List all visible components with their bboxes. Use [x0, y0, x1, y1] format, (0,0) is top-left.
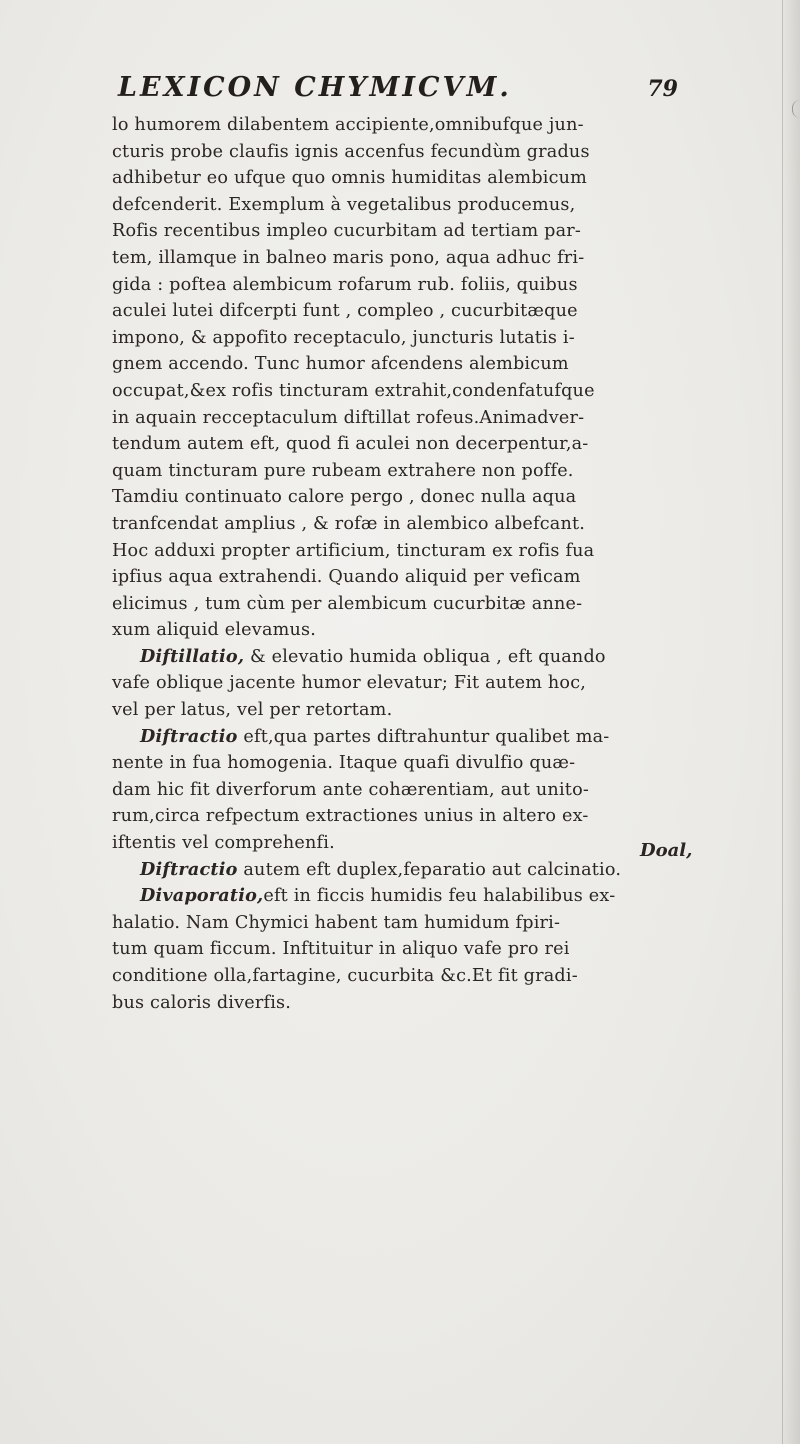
running-head-title: LEXICON CHYMICVM.: [118, 72, 512, 103]
text-line: vel per latus, vel per retortam.: [112, 700, 393, 721]
text-line: gnem accendo. Tunc humor afcendens alembicum: [112, 354, 569, 375]
text-line: tem, illamque in balneo maris pono, aqua adhuc fri-: [112, 247, 585, 268]
text-line: ipfius aqua extrahendi. Quando aliquid per veficam: [112, 567, 581, 588]
text-line: dam hic fit diverforum ante cohærentiam, aut unito-: [112, 779, 590, 800]
page-number: 79: [647, 76, 678, 102]
running-head: [118, 72, 678, 112]
entry-term: Diftillatio,: [140, 645, 245, 667]
text-line: Rofis recentibus impleo cucurbitam ad tertiam par-: [112, 221, 582, 242]
catchword: Doal,: [640, 840, 693, 861]
text-line: tendum autem eft, quod fi aculei non decerpentur,a-: [112, 434, 589, 455]
text-line: aculei lutei difcerpti funt , compleo , cucurbitæque: [112, 301, 578, 322]
text-line: tranfcendat amplius , & rofæ in alembico albefcant.: [112, 513, 586, 534]
main-text: [112, 112, 712, 1016]
text-line: Hoc adduxi propter artificium, tincturam ex rofis fua: [112, 540, 595, 561]
entry-text: eft in ficcis humidis feu halabilibus ex-: [263, 886, 616, 907]
text-line: nente in fua homogenia. Itaque quafi divulfio quæ-: [112, 753, 576, 774]
text-line: defcenderit. Exemplum à vegetalibus producemus,: [112, 194, 576, 215]
text-line: in aquain recceptaculum diftillat rofeus.Animadver-: [112, 407, 585, 428]
entry-first-line: [112, 883, 712, 910]
entry-term: Diftractio: [140, 858, 238, 880]
text-line: gida : poftea alembicum rofarum rub. foliis, quibus: [112, 274, 578, 295]
text-line: lo humorem dilabentem accipiente,omnibufque jun-: [112, 115, 584, 135]
text-line: adhibetur eo ufque quo omnis humiditas alembicum: [112, 168, 588, 189]
margin-mark: [792, 100, 800, 118]
entry-text: & elevatio humida obliqua , eft quando: [244, 646, 606, 667]
entry-first-line: [112, 724, 712, 751]
text-line: iftentis vel comprehenfi.: [112, 833, 335, 854]
page-edge-shadow: [782, 0, 800, 1444]
entry-text: autem eft duplex,feparatio aut calcinatio.: [237, 859, 622, 880]
text-line: impono, & appofito receptaculo, juncturis lutatis i-: [112, 327, 575, 348]
text-line: elicimus , tum cùm per alembicum cucurbitæ anne-: [112, 593, 583, 614]
text-line: Tamdiu continuato calore pergo , donec nulla aqua: [112, 487, 577, 508]
text-line: halatio. Nam Chymici habent tam humidum fpiri-: [112, 912, 561, 933]
text-line: rum,circa refpectum extractiones unius in altero ex-: [112, 806, 589, 827]
entry-first-line: [112, 857, 712, 884]
entry-first-line: [112, 644, 712, 671]
entry-term: Divaporatio,: [140, 885, 264, 907]
text-line: tum quam ficcum. Inftituitur in aliquo vafe pro rei: [112, 939, 570, 960]
text-line: quam tincturam pure rubeam extrahere non poffe.: [112, 460, 574, 481]
entry-term: Diftractio: [140, 725, 238, 747]
text-line: occupat,&ex rofis tincturam extrahit,condenfatufque: [112, 380, 595, 401]
text-line: vafe oblique jacente humor elevatur; Fit autem hoc,: [112, 673, 587, 694]
entry-text: eft,qua partes diftrahuntur qualibet ma-: [237, 726, 610, 747]
text-line: bus caloris diverfis.: [112, 992, 292, 1013]
text-line: cturis probe claufis ignis accenfus fecundùm gradus: [112, 141, 590, 162]
text-line: conditione olla,fartagine, cucurbita &c.Et fit gradi-: [112, 966, 578, 986]
page-edge-line: [782, 0, 783, 1444]
text-line: xum aliquid elevamus.: [112, 620, 317, 641]
